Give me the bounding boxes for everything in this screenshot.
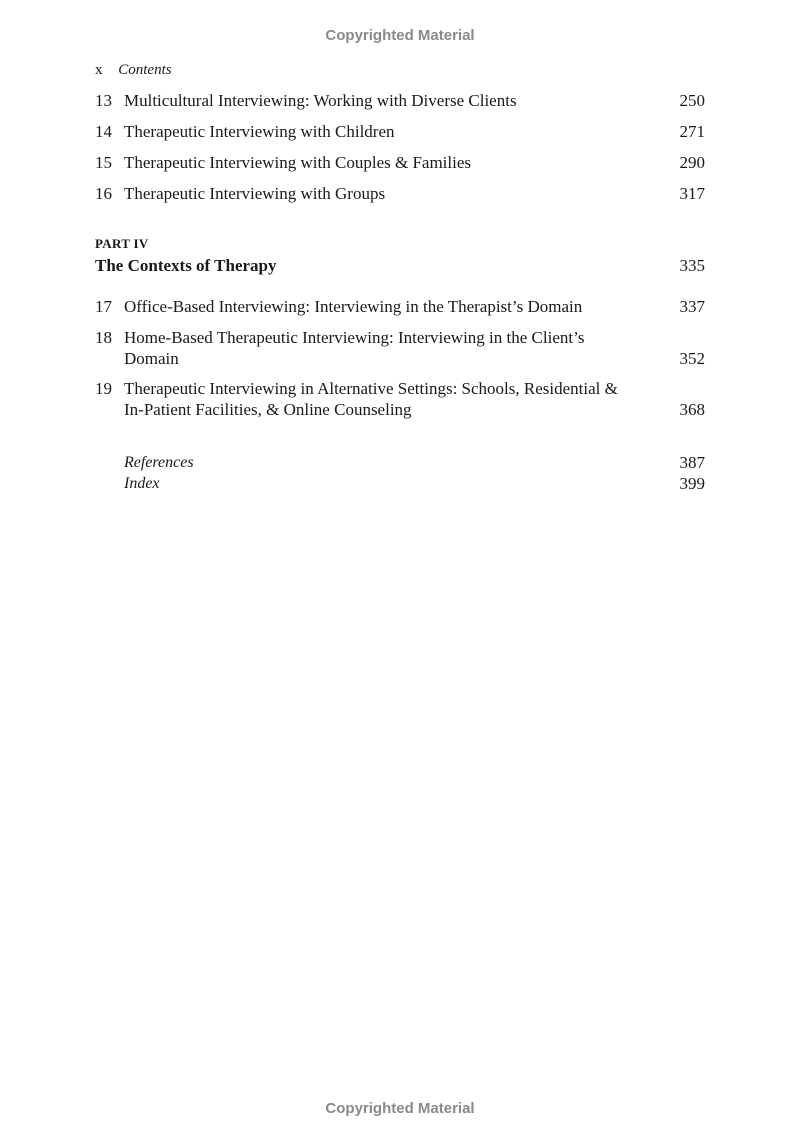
page-number: 387 [679,453,705,472]
chapter-title: Therapeutic Interviewing in Alternative Settings: Schools, Residential & In-Patient Facilities, & Online Counseling [124,379,618,419]
page-number: 250 [679,91,705,110]
part-title: The Contexts of Therapy [95,256,277,275]
copyright-watermark-top: Copyrighted Material [325,27,475,44]
page-number: 317 [679,184,705,203]
back-matter-title: Index [124,475,160,492]
part-label: PART IV [95,236,149,251]
page-number: 335 [679,256,705,275]
chapter-title: Therapeutic Interviewing with Children [124,122,395,141]
page-number: 337 [679,297,705,316]
page-number: 368 [679,400,705,419]
part-heading[interactable] [95,255,705,276]
chapter-number: 14 [95,122,112,141]
chapter-number: 16 [95,184,112,203]
page-number: 290 [679,153,705,172]
chapter-number: 17 [95,297,112,316]
page-number: 352 [679,349,705,368]
copyright-watermark-bottom: Copyrighted Material [325,1100,475,1117]
chapter-number: 19 [95,379,112,398]
chapter-title: Home-Based Therapeutic Interviewing: Interviewing in the Client’s Domain [124,328,585,368]
page-number: 399 [679,474,705,493]
page-folio: x [95,62,103,78]
chapter-number: 15 [95,153,112,172]
back-matter-title: References [124,454,194,471]
chapter-title: Office-Based Interviewing: Interviewing in the Therapist’s Domain [124,297,583,316]
chapter-number: 18 [95,328,112,347]
running-head-title: Contents [118,62,172,78]
chapter-title: Multicultural Interviewing: Working with Diverse Clients [124,91,517,110]
chapter-title: Therapeutic Interviewing with Groups [124,184,386,203]
chapter-number: 13 [95,91,112,110]
chapter-title: Therapeutic Interviewing with Couples & Families [124,153,472,172]
running-head [95,62,172,79]
page-number: 271 [679,122,705,141]
